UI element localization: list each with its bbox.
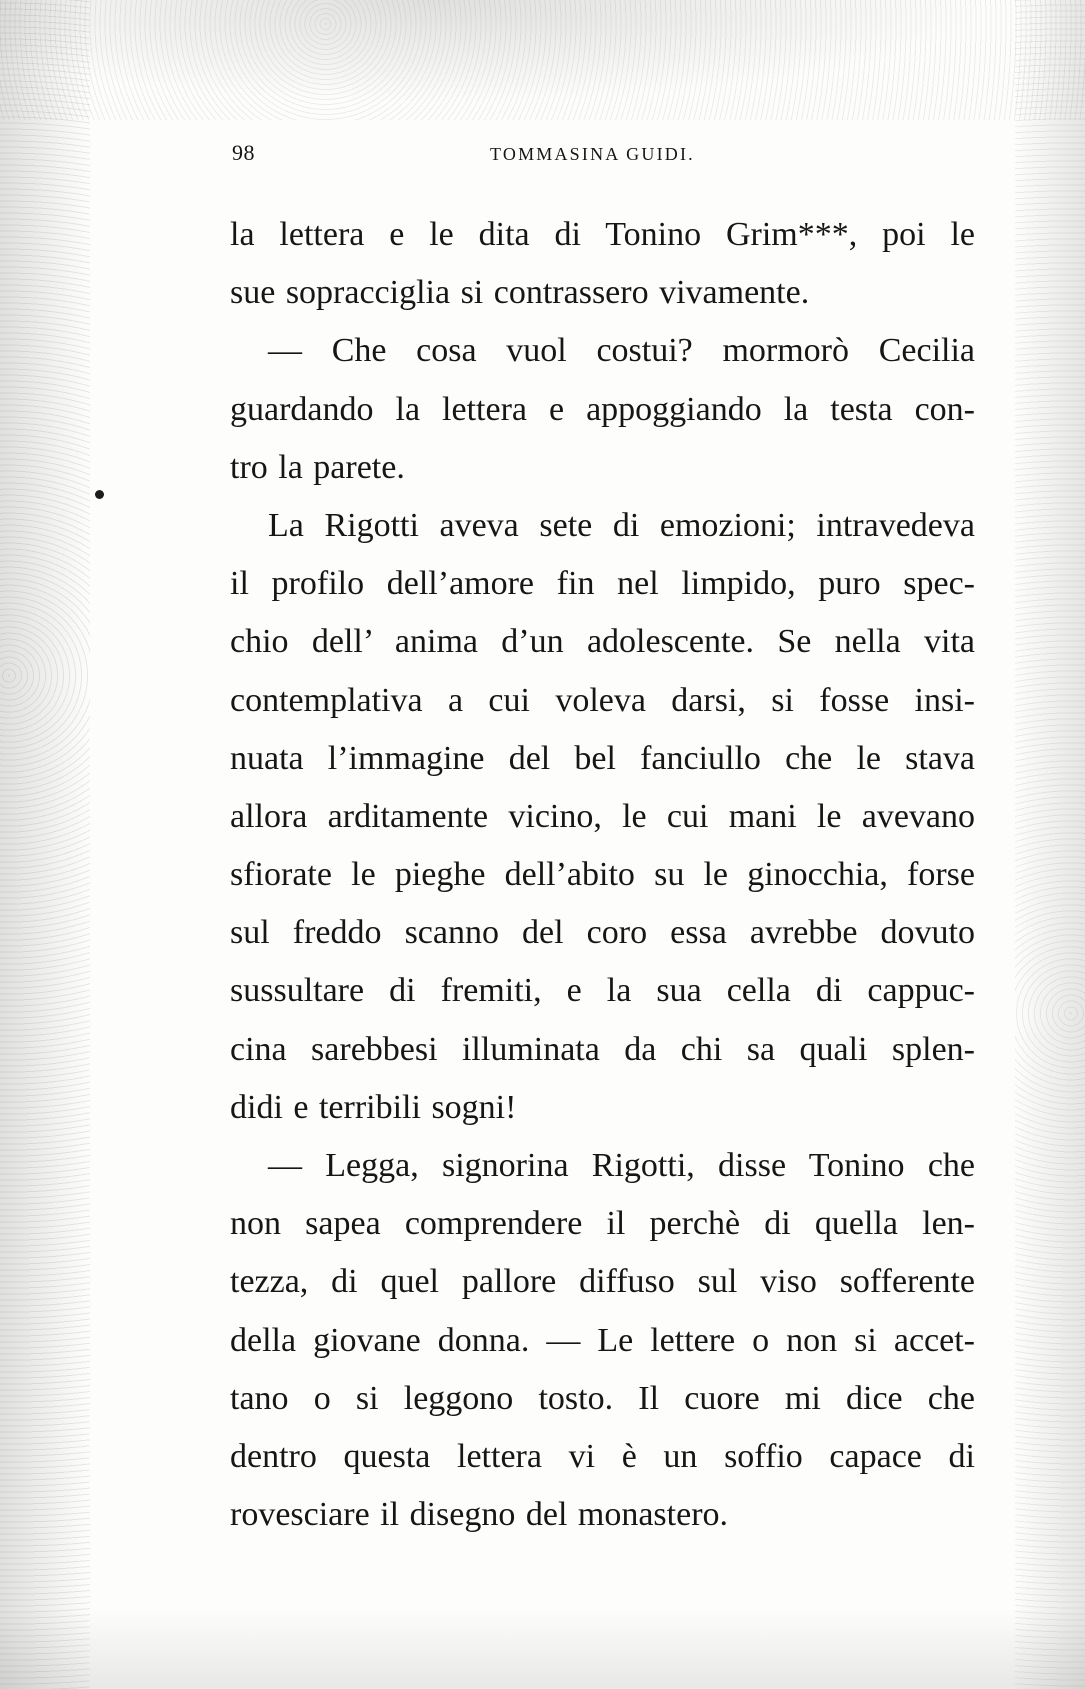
scan-noise-left [0, 0, 90, 1689]
running-title: TOMMASINA GUIDI. [490, 144, 695, 164]
text-line: allora arditamente vicino, le cui mani le avevano [230, 797, 975, 835]
text-line: guardando la lettera e appoggiando la testa con- [230, 390, 975, 428]
text-line: — Che cosa vuol costui? mormorò Cecilia [268, 332, 975, 370]
text-line: La Rigotti aveva sete di emozioni; intravedeva [268, 506, 975, 544]
text-line: didi e terribili sogni! [230, 1088, 517, 1126]
ink-dot [95, 490, 104, 499]
text-line: dentro questa lettera vi è un soffio capace di [230, 1437, 975, 1475]
text-line: sul freddo scanno del coro essa avrebbe dovuto [230, 914, 975, 952]
text-line: chio dell’ anima d’un adolescente. Se nella vita [230, 623, 975, 661]
text-line: tro la parete. [230, 448, 405, 486]
scan-noise-top [0, 0, 1085, 120]
text-line: sussultare di fremiti, e la sua cella di cappuc- [230, 972, 975, 1010]
text-line: tano o si leggono tosto. Il cuore mi dice che [230, 1379, 975, 1417]
text-line: il profilo dell’amore fin nel limpido, puro spec- [230, 565, 975, 603]
text-line: cina sarebbesi illuminata da chi sa quali splen- [230, 1030, 975, 1068]
text-line: rovesciare il disegno del monastero. [230, 1496, 729, 1534]
text-line: tezza, di quel pallore diffuso sul viso sofferente [230, 1263, 975, 1301]
text-line: sfiorate le pieghe dell’abito su le ginocchia, forse [230, 856, 975, 894]
scan-noise-right [1015, 0, 1085, 1689]
text-line: nuata l’immagine del bel fanciullo che le stava [230, 739, 975, 777]
text-line: della giovane donna. — Le lettere o non si accet- [230, 1321, 975, 1359]
text-line: la lettera e le dita di Tonino Grim***, poi le [230, 216, 975, 253]
scan-noise-bottom [0, 1609, 1085, 1689]
running-head [232, 140, 972, 170]
body-text [230, 206, 975, 1544]
text-line: non sapea comprendere il perchè di quella len- [230, 1205, 975, 1243]
text-line: — Legga, signorina Rigotti, disse Tonino che [268, 1147, 975, 1184]
text-line: contemplativa a cui voleva darsi, si fosse insi- [230, 681, 975, 719]
page-number: 98 [232, 140, 255, 165]
text-line: sue sopracciglia si contrassero vivamente. [230, 274, 810, 312]
